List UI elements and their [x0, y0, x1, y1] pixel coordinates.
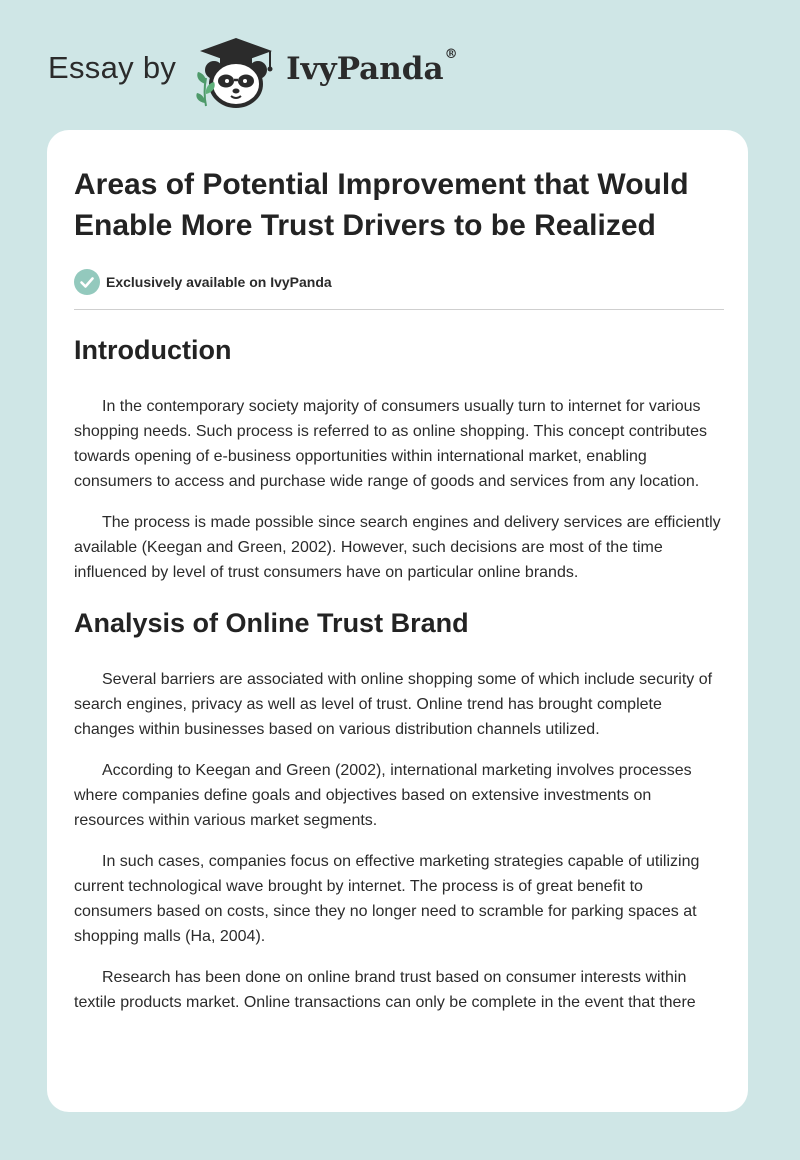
section-heading-introduction: Introduction: [74, 335, 232, 365]
check-circle-icon: [74, 269, 100, 295]
paragraph: Several barriers are associated with online shopping some of which include security of search engines, privacy as well as level of trust. Online trend has brought complete changes within businesses based on various distribution channels utilized.: [74, 671, 713, 738]
essay-content: [74, 164, 724, 1015]
panda-graduate-icon: [190, 34, 282, 110]
essay-card: [47, 130, 748, 1112]
section-heading-analysis: Analysis of Online Trust Brand: [74, 608, 469, 638]
paragraph: In such cases, companies focus on effective marketing strategies capable of utilizing current technological wave brought by internet. The process is of great benefit to consumers based on costs, since they no longer need to scramble for parking spaces at shopping malls (Ha, 2004).: [74, 853, 700, 945]
divider: [74, 309, 724, 310]
registered-mark: ®: [444, 47, 458, 62]
paragraph: Research has been done on online brand trust based on consumer interests within textile products market. Online transactions can only be complete in the event that there: [74, 969, 696, 1011]
paragraph: The process is made possible since search engines and delivery services are efficiently available (Keegan and Green, 2002). However, such decisions are most of the time influenced by level of trust consumers have on particular online brands.: [74, 514, 721, 581]
essay-by-label: Essay by: [48, 50, 177, 85]
site-header: [48, 34, 458, 110]
paragraph: According to Keegan and Green (2002), international marketing involves processes where companies define goals and objectives based on extensive investments on resources within various market segments.: [74, 762, 692, 829]
badge-label: Exclusively available on IvyPanda: [106, 274, 332, 290]
exclusive-badge: [74, 269, 724, 295]
essay-title: Areas of Potential Improvement that Would Enable More Trust Drivers to be Realized: [74, 168, 689, 242]
brand-name: IvyPanda®: [286, 47, 458, 87]
paragraph: In the contemporary society majority of consumers usually turn to internet for various shopping needs. Such process is referred to as online shopping. This concept contributes towards opening of e-business opportunities within international market, enabling consumers to access and purchase wide range of goods and services from any location.: [74, 398, 707, 490]
